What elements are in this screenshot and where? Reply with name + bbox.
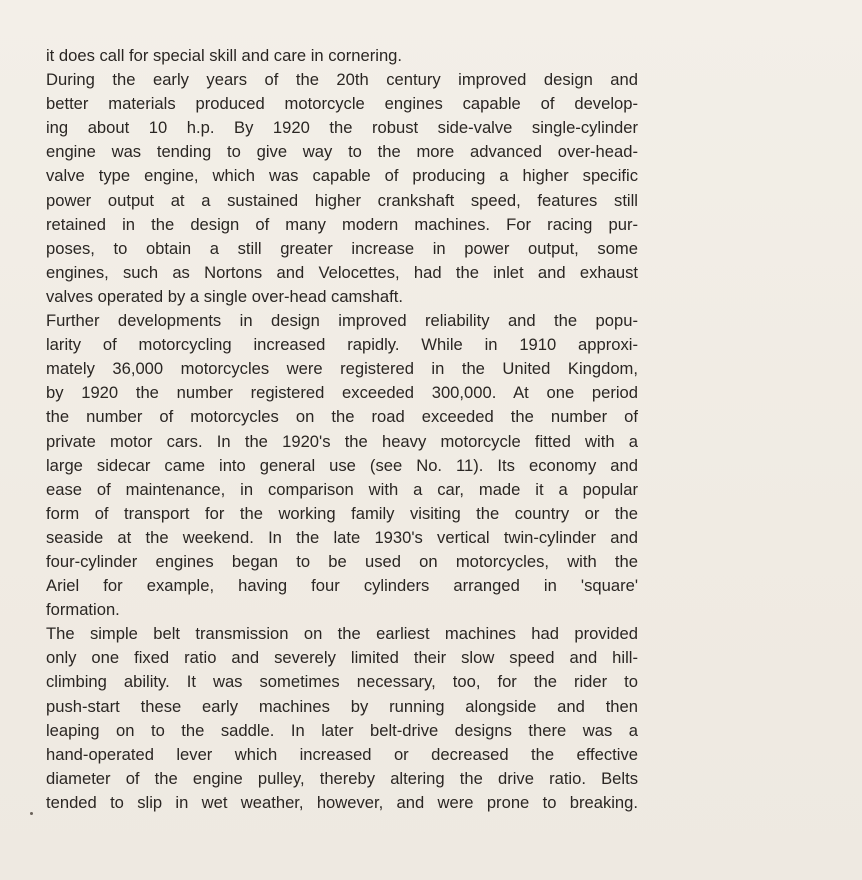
text-line: Ariel for example, having four cylinders arranged in 'square' [46, 576, 638, 596]
text-line: by 1920 the number registered exceeded 300,000. At one period [46, 383, 638, 403]
text-line: larity of motorcycling increased rapidly. While in 1910 approxi- [46, 335, 638, 355]
text-line: valve type engine, which was capable of producing a higher specific [46, 166, 638, 186]
text-line: private motor cars. In the 1920's the heavy motorcycle fitted with a [46, 431, 638, 451]
text-line: ease of maintenance, in comparison with a car, made it a popular [46, 479, 638, 499]
text-line: poses, to obtain a still greater increase in power output, some [46, 238, 638, 258]
text-line: it does call for special skill and care in cornering. [46, 46, 403, 65]
text-line: climbing ability. It was sometimes necessary, too, for the rider to [46, 672, 638, 692]
text-line: During the early years of the 20th century improved design and [46, 70, 638, 90]
text-line: ing about 10 h.p. By 1920 the robust side-valve single-cylinder [46, 118, 638, 138]
text-line: power output at a sustained higher crankshaft speed, features still [46, 190, 638, 210]
text-line: formation. [46, 600, 120, 620]
body-text [46, 44, 638, 815]
text-line: engine was tending to give way to the more advanced over-head- [46, 142, 638, 162]
text-line: the number of motorcycles on the road exceeded the number of [46, 407, 638, 427]
text-line: leaping on to the saddle. In later belt-drive designs there was a [46, 720, 638, 740]
text-line: better materials produced motorcycle engines capable of develop- [46, 94, 638, 114]
text-line: four-cylinder engines began to be used on motorcycles, with the [46, 551, 638, 571]
text-line: push-start these early machines by running alongside and then [46, 696, 638, 716]
text-line: hand-operated lever which increased or decreased the effective [46, 744, 638, 764]
print-speck [30, 812, 33, 815]
text-line: seaside at the weekend. In the late 1930's vertical twin-cylinder and [46, 527, 638, 547]
text-line: The simple belt transmission on the earliest machines had provided [46, 624, 638, 644]
text-line: diameter of the engine pulley, thereby altering the drive ratio. Belts [46, 768, 638, 788]
text-line: retained in the design of many modern machines. For racing pur- [46, 214, 638, 234]
text-line: mately 36,000 motorcycles were registered in the United Kingdom, [46, 359, 638, 379]
text-line: valves operated by a single over-head camshaft. [46, 286, 403, 306]
text-line: only one fixed ratio and severely limited their slow speed and hill- [46, 648, 638, 668]
text-line: engines, such as Nortons and Velocettes, had the inlet and exhaust [46, 262, 638, 282]
text-line: tended to slip in wet weather, however, and were prone to breaking. [46, 792, 638, 812]
text-line: Further developments in design improved reliability and the popu- [46, 311, 638, 331]
text-line: large sidecar came into general use (see No. 11). Its economy and [46, 455, 638, 475]
text-line: form of transport for the working family visiting the country or the [46, 503, 638, 523]
